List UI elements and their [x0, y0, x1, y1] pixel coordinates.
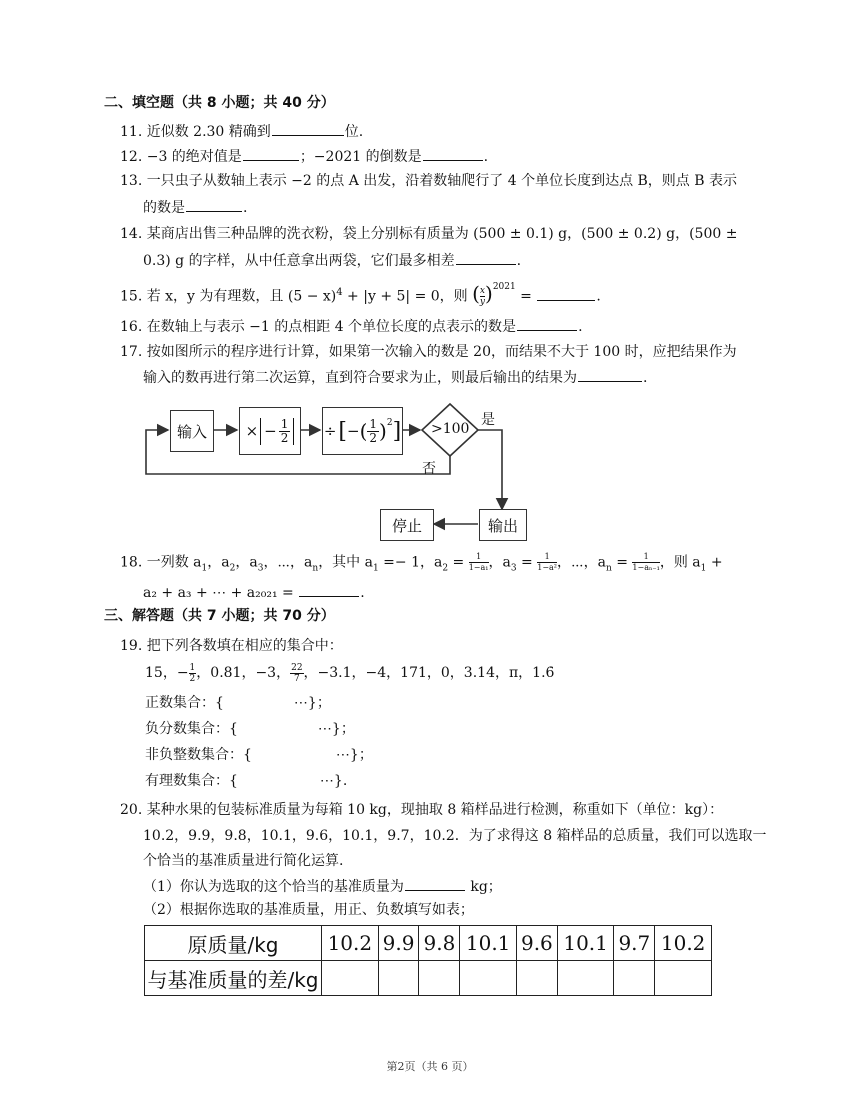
table-input-cell[interactable]	[419, 961, 460, 996]
question-13-line-2: 的数是 .	[143, 197, 247, 218]
question-17-line-2: 输入的数再进行第二次运算，直到符合要求为止，则最后输出的结果为 .	[143, 367, 647, 388]
table-input-cell[interactable]	[516, 961, 557, 996]
absolute-value: − $\frac{1}{2}$	[260, 418, 294, 445]
question-20-line-3: 个恰当的基准质量进行简化运算.	[143, 853, 344, 869]
question-20-line-2: 10.2，9.9，9.8，10.1，9.6，10.1，9.7，10.2．为了求得这 8 箱样品的总质量，我们可以选取一	[143, 828, 767, 844]
flow-divide-box: ÷ [ − ( 1 2 ) $^2$ ]	[322, 407, 403, 455]
question-20-part-2: （2）根据你选取的基准质量，用正、负数填写如表；	[143, 902, 474, 918]
table-cell: 9.7	[614, 926, 655, 961]
question-18-line-2: a₂ + a₃ + ⋯ + a₂₀₂₁ = .	[143, 582, 365, 603]
fraction-one-half: $\frac{1}{2}$	[189, 662, 196, 684]
section-2-title: 二、填空题（共 8 小题；共 40 分）	[104, 95, 335, 111]
table-input-cell[interactable]	[460, 961, 517, 996]
fraction-a2: $\frac{1}{\text{1−a₁}}$	[468, 552, 489, 572]
flow-input-box: 输入	[170, 410, 214, 452]
table-input-cell[interactable]	[378, 961, 419, 996]
set-positive: 正数集合：{ ⋯}；	[145, 695, 331, 711]
question-14-line-1: 14. 某商店出售三种品牌的洗衣粉，袋上分别标有质量为 (500 ± 0.1) g，(500 ± 0.2) g，(500 ±	[120, 226, 738, 242]
question-17-line-1: 17. 按如图所示的程序进行计算，如果第一次输入的数是 20，而结果不大于 100 时，应把结果作为	[120, 344, 737, 360]
flow-multiply-box: × − $\frac{1}{2}$	[239, 407, 301, 455]
question-18-line-1: 18. 一列数 $a_1$，$a_2$，$a_3$，⋯，$a_n$，其中 $a_1 =- 1$，$a_2$ = $\frac{1}{\text{1−a₁}}$ ，$a_3$ = $\frac{1}{\text{1−a²}}$ ，⋯，$a_n$ = $\frac{1}{\text{1−aₙ₋₁}}$ ，则 $a_1$ +	[120, 552, 723, 574]
question-19-stem: 19. 把下列各数填在相应的集合中：	[120, 638, 343, 654]
question-13-line-1: 13. 一只虫子从数轴上表示 −2 的点 A 出发，沿着数轴爬行了 4 个单位长度到达点 B，则点 B 表示	[120, 173, 737, 189]
table-cell: 10.1	[460, 926, 517, 961]
table-cell: 10.1	[557, 926, 614, 961]
fraction-a3: $\frac{1}{\text{1−a²}}$	[537, 552, 558, 572]
table-cell: 10.2	[322, 926, 379, 961]
table-cell: 9.9	[378, 926, 419, 961]
set-negative-fraction: 负分数集合：{ ⋯}；	[145, 721, 355, 737]
question-12: 12. −3 的绝对值是 ；−2021 的倒数是 .	[120, 146, 488, 167]
set-rational: 有理数集合：{ ⋯}.	[145, 773, 348, 789]
question-19-numbers: 15，− $\frac{1}{2}$ ，0.81，−3， $\frac{22}{7}$ ，−3.1，−4，171，0，3.14，π，1.6̇	[145, 662, 555, 684]
fraction-an: $\frac{1}{\text{1−aₙ₋₁}}$	[632, 552, 660, 572]
flow-output-box: 输出	[479, 509, 527, 541]
set-nonnegative-integer: 非负整数集合：{ ⋯}；	[145, 747, 373, 763]
answer-blank[interactable]	[299, 582, 359, 597]
arrow-yes-to-output	[478, 430, 502, 509]
question-11: 11. 近似数 2.30 精确到 位.	[120, 121, 363, 142]
table-row	[145, 926, 712, 961]
fraction-one-half: 1 2	[369, 416, 378, 445]
table-header-cell: 原质量/kg	[145, 926, 322, 961]
table-cell: 10.2	[655, 926, 712, 961]
table-cell: 9.8	[419, 926, 460, 961]
fraction-x-over-y: $\frac{x}{y}$	[479, 286, 486, 308]
question-14-line-2: 0.3) g 的字样，从中任意拿出两袋，它们最多相差 .	[143, 250, 521, 271]
table-input-cell[interactable]	[322, 961, 379, 996]
question-16: 16. 在数轴上与表示 −1 的点相距 4 个单位长度的点表示的数是 .	[120, 316, 583, 337]
page-footer: 第2页（共 6 页）	[386, 1060, 474, 1073]
question-20-part-1: （1）你认为选取的这个恰当的基准质量为 kg；	[143, 876, 502, 897]
answer-blank[interactable]	[405, 876, 465, 891]
mass-table	[144, 925, 712, 996]
table-row	[145, 961, 712, 996]
fraction-22-over-7: $\frac{22}{7}$	[291, 662, 303, 684]
table-input-cell[interactable]	[557, 961, 614, 996]
flow-stop-box: 停止	[380, 509, 434, 541]
flow-yes-label: 是	[481, 412, 495, 428]
flow-compare-label: >100	[431, 421, 470, 437]
table-header-cell: 与基准质量的差/kg	[145, 961, 322, 996]
table-cell: 9.6	[516, 926, 557, 961]
section-3-title: 三、解答题（共 7 小题；共 70 分）	[104, 608, 335, 624]
table-input-cell[interactable]	[655, 961, 712, 996]
question-15: 15. 若 x，y 为有理数，且 $(5 - x)^4 + |y + 5| = 0$，则 ( $\frac{x}{y}$ )$^{2021}$ = .	[120, 281, 601, 308]
flow-no-label: 否	[422, 461, 436, 477]
table-input-cell[interactable]	[614, 961, 655, 996]
question-20-line-1: 20. 某种水果的包装标准质量为每箱 10 kg，现抽取 8 箱样品进行检测，称重如下（单位：kg）：	[120, 802, 724, 818]
fraction-one-half: $\frac{1}{2}$	[280, 416, 289, 445]
